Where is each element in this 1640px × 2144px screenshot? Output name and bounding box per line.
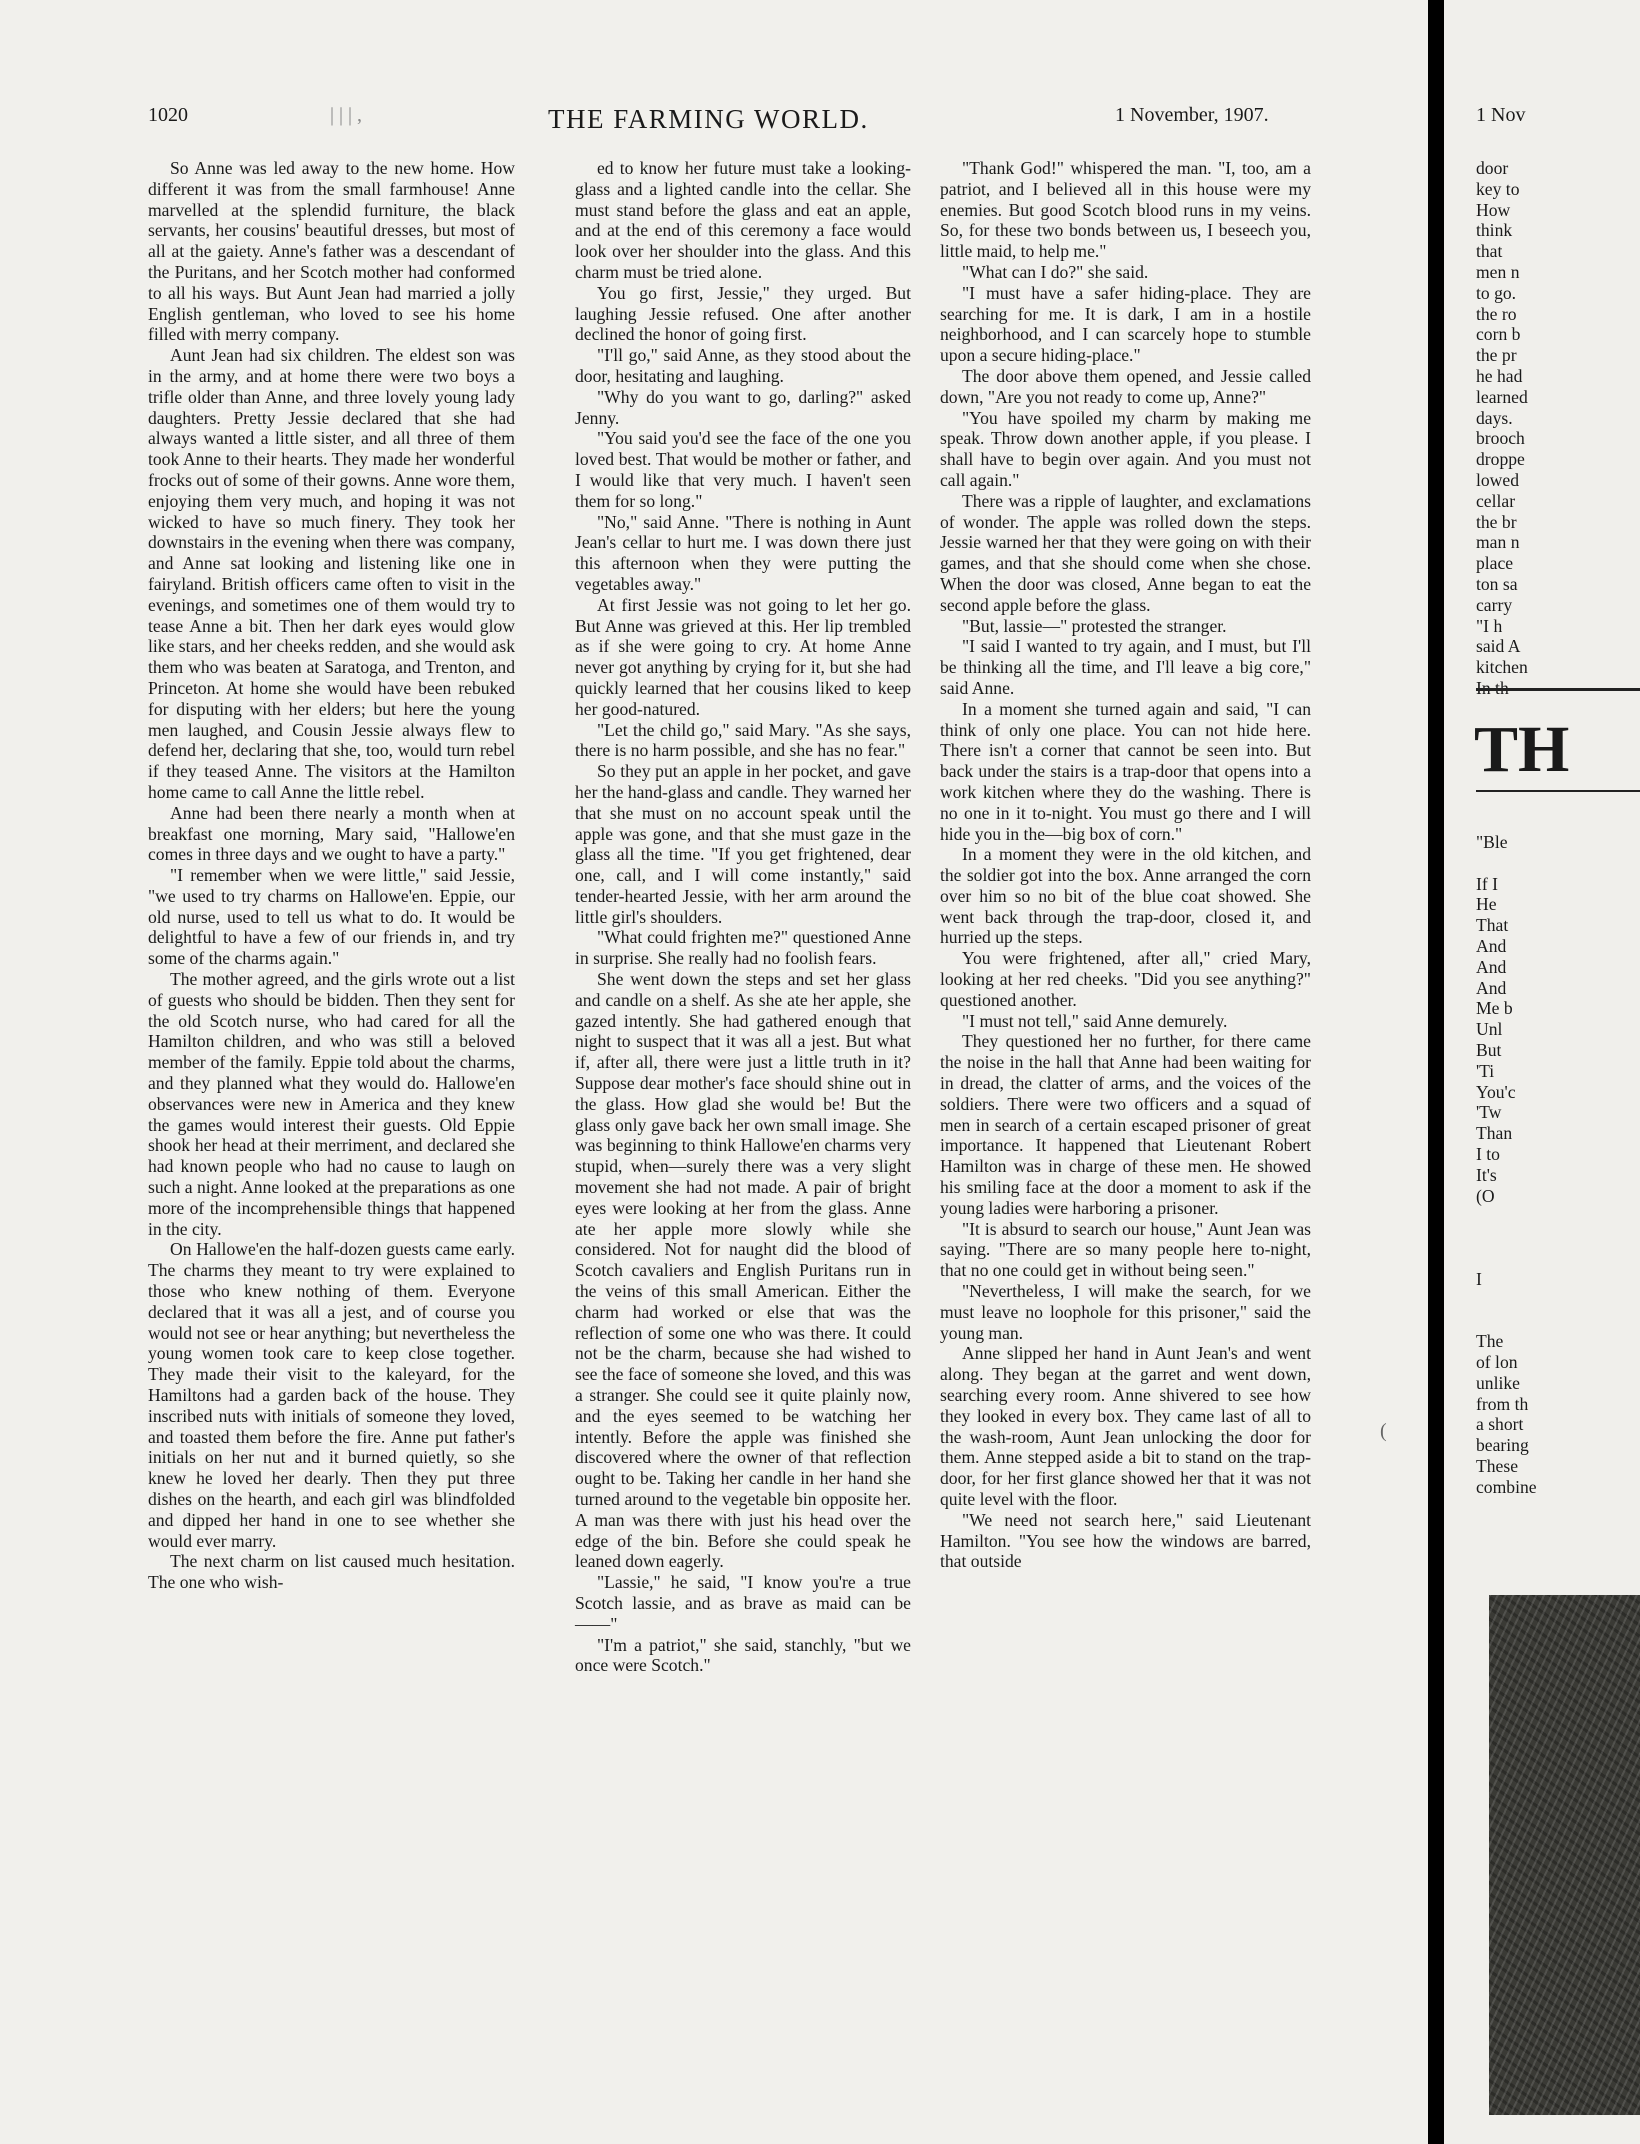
text-line: carry	[1476, 594, 1513, 615]
text-line: "I h	[1476, 615, 1503, 636]
next-page-running-head: 1 Nov	[1476, 104, 1526, 126]
next-page-fragment	[1444, 0, 1640, 2144]
paragraph: "But, lassie—" protested the stranger.	[962, 615, 1227, 636]
paragraph: On Hallowe'en the half-dozen guests came early. The charms they meant to try were explained to those who knew nothing of them. Everyone declared that it was all a jest, and of course you would not see or hear anything; but nevertheless the young women took care to keep close together. They made their visit to the kaleyard, for the Hamiltons had a garden back of the house. They inscribed nuts with initials of someone they loved, and toasted them before the fire. Anne put father's initials on her nut and it burned quietly, so she knew he loved her dearly. Then they put three dishes on the hearth, and each girl was blindfolded and dipped her hand in one to see whether she would ever marry.	[148, 1239, 515, 1551]
paragraph: The mother agreed, and the girls wrote out a list of guests who should be bidden. Then they sent for the old Scotch nurse, who had cared for all the Hamilton children, and who was still a beloved member of the family. Eppie told about the charms, and they planned what they would do. Hallowe'en observances were new in America and they knew the games would interest their guests. Old Eppie shook her head at their merriment, and declared she had known people who had no cause to laugh on such a night. Anne looked at the preparations as one more of the incomprehensible things that happened in the city.	[148, 969, 515, 1239]
paragraph: So they put an apple in her pocket, and gave her the hand-glass and candle. They warned her that she must on no account speak until the apple was gone, and that she must gaze in the glass all the time. "If you get frightened, dear one, call, and I will come instantly," said tender-hearted Jessie, with her arm around the little girl's shoulders.	[575, 761, 911, 927]
header-marks: | | | ,	[330, 104, 363, 126]
text-column-1	[148, 158, 515, 1593]
paragraph: "I'm a patriot," she said, stanchly, "but we once were Scotch."	[575, 1634, 911, 1676]
next-page-bottom-text	[1476, 832, 1537, 1498]
text-line	[1476, 1227, 1537, 1248]
text-line: the br	[1476, 511, 1517, 532]
text-line: key to	[1476, 178, 1520, 199]
text-line: that	[1476, 241, 1503, 262]
text-line: droppe	[1476, 449, 1525, 470]
text-line: men n	[1476, 261, 1520, 282]
paragraph: You were frightened, after all," cried Mary, looking at her red cheeks. "Did you see anything?" questioned another.	[940, 948, 1311, 1010]
text-line: corn b	[1476, 324, 1521, 345]
text-line: learned	[1476, 386, 1528, 407]
text-line: said A	[1476, 636, 1521, 657]
paragraph: "You have spoiled my charm by making me speak. Throw down another apple, if you please. I shall have to begin over again. And you must not call again."	[940, 407, 1311, 490]
binding-gutter	[1428, 0, 1444, 2144]
text-line: These	[1476, 1455, 1519, 1476]
paragraph: "It is absurd to search our house," Aunt Jean was saying. "There are so many people here to-night, that no one could get in without being seen."	[940, 1218, 1311, 1281]
paragraph: At first Jessie was not going to let her go. But Anne was grieved at this. Her lip trembled as if she were going to cry. At home Anne never got anything by crying for it, but she had quickly learned that her cousins liked to keep her good-natured.	[575, 594, 911, 719]
paragraph: "I remember when we were little," said Jessie, "we used to try charms on Hallowe'en. Eppie, our old nurse, used to tell us what to do. It would be delightful to have a few of our friends in, and try some of the charms again."	[148, 865, 515, 969]
issue-date: 1 November, 1907.	[1115, 104, 1269, 126]
text-line: I	[1476, 1268, 1482, 1289]
paragraph: "Let the child go," said Mary. "As she says, there is no harm possible, and she has no fear."	[575, 719, 911, 761]
paragraph: "Lassie," he said, "I know you're a true Scotch lassie, and as brave as maid can be——"	[575, 1572, 911, 1634]
text-line: (O	[1476, 1185, 1495, 1206]
text-line: the ro	[1476, 303, 1517, 324]
text-line: combine	[1476, 1476, 1537, 1497]
text-line	[1476, 1248, 1537, 1269]
paragraph: "I must have a safer hiding-place. They are searching for me. It is dark, I am in a hostile neighborhood, and I can scarcely hope to stumble upon a secure hiding-place."	[940, 282, 1311, 366]
text-line: to go.	[1476, 282, 1517, 303]
paragraph: ed to know her future must take a looking-glass and a lighted candle into the cellar. She must stand before the glass and eat an apple, and at the end of this ceremony a face would look over her shoulder into the glass. And this charm must be tried alone.	[575, 158, 911, 282]
text-line: Unl	[1476, 1019, 1503, 1040]
paragraph: They questioned her no further, for there came the noise in the hall that Anne had been waiting for in dread, the clatter of arms, and the voices of the soldiers. There were two officers and a squad of men in search of a certain escaped prisoner of great importance. It happened that Lieutenant Robert Hamilton was in charge of these men. He showed his smiling face at the door a moment to ask if the young ladies were harboring a prisoner.	[940, 1031, 1311, 1218]
text-line: If I	[1476, 873, 1498, 894]
text-line	[1476, 853, 1537, 874]
text-line: 'Tw	[1476, 1102, 1502, 1123]
text-line: cellar	[1476, 490, 1516, 511]
text-line: I to	[1476, 1143, 1500, 1164]
text-line: a short	[1476, 1414, 1524, 1435]
paragraph: She went down the steps and set her glass and candle on a shelf. As she ate her apple, she gazed intently. She had gathered enough that night to suspect that it was all a jest. But what if, after all, there were just a little truth in it? Suppose dear mother's face should shine out in the glass. How glad she would be! But the glass only gave back her own small image. She was beginning to think Hallowe'en charms very stupid, when—surely there was a very slight movement she had not made. A pair of bright eyes were looking at her from the glass. Anne ate her apple more slowly while she considered. Not for naught did the blood of Scotch cavaliers and English Puritans run in the veins of this small American. Either the charm had worked or else that was the reflection of some one who was there. It could not be the charm, because she had wished to see the face of someone she loved, and this was a stranger. She could see it quite plainly now, and the eyes seemed to be watching her intently. Before the apple was finished she discovered where the owner of that reflection ought to be. Taking her candle in her hand she turned around to the vegetable bin opposite her. A man was there with just his head over the edge of the bin. Before she could speak he leaned down eagerly.	[575, 969, 911, 1572]
text-line: That	[1476, 915, 1509, 936]
paragraph: "I'll go," said Anne, as they stood about the door, hesitating and laughing.	[575, 345, 911, 386]
page-number: 1020	[148, 104, 188, 126]
text-line: Than	[1476, 1123, 1513, 1144]
text-line: of lon	[1476, 1351, 1518, 1372]
text-line: And	[1476, 956, 1507, 977]
text-line: he had	[1476, 365, 1523, 386]
next-page-heading: TH	[1474, 713, 1570, 786]
text-line: Me b	[1476, 998, 1513, 1019]
journal-title: THE FARMING WORLD.	[548, 104, 869, 134]
text-line: unlike	[1476, 1372, 1520, 1393]
text-line	[1476, 1310, 1537, 1331]
text-line: think	[1476, 220, 1513, 241]
paragraph: Aunt Jean had six children. The eldest son was in the army, and at home there were two boys a trifle older than Anne, and three lovely young lady daughters. Pretty Jessie declared that she had always wanted a little sister, and all three of them took Anne to their hearts. They made her wonderful frocks out of some of their gowns. Anne wore them, enjoying them very much, and hoping it was not wicked to have so much finery. They took her downstairs in the evening when there was company, and Anne sat looking and listening like one in fairyland. British officers came often to visit in the evenings, and sometimes one of them would try to tease Anne a bit. Then her dark eyes would glow like stars, and her cheeks redden, and she would ask them who was beaten at Saratoga, and Trenton, and Princeton. At home she would have been rebuked for disputing with her elders; but here the young men laughed, and Cousin Jessie always flew to defend her, declaring that she, too, would turn rebel if they teased Anne. The visitors at the Hamilton home came to call Anne the little rebel.	[148, 345, 515, 802]
text-line: It's	[1476, 1164, 1497, 1185]
text-line: And	[1476, 977, 1507, 998]
text-line: man n	[1476, 532, 1520, 553]
text-line: bearing	[1476, 1435, 1529, 1456]
paragraph: You go first, Jessie," they urged. But laughing Jessie refused. One after another declined the honor of going first.	[575, 282, 911, 345]
text-line: days.	[1476, 407, 1513, 428]
paragraph: "Why do you want to go, darling?" asked Jenny.	[575, 386, 911, 428]
text-line	[1476, 1206, 1537, 1227]
heading-rule-top	[1476, 688, 1640, 691]
paragraph: In a moment she turned again and said, "I can think of only one place. You can not hide here. There isn't a corner that cannot be seen into. But back under the stairs is a trap-door that opens into a work kitchen where they do the washing. There is no one in it to-night. You must go there and I will hide you in the—big box of corn."	[940, 698, 1311, 844]
text-line: You'c	[1476, 1081, 1516, 1102]
paragraph: "You said you'd see the face of the one you loved best. That would be mother or father, and I would like that very much. I haven't seen them for so long."	[575, 428, 911, 511]
text-line: "Ble	[1476, 832, 1508, 852]
heading-rule-bottom	[1476, 790, 1640, 792]
paragraph: There was a ripple of laughter, and exclamations of wonder. The apple was rolled down the steps. Jessie warned her that they were going on with their games, and that she should come when she chose. When the door was closed, Anne began to eat the second apple before the glass.	[940, 490, 1311, 615]
paragraph: "I said I wanted to try again, and I must, but I'll be thinking all the time, and I'll leave a big core," said Anne.	[940, 636, 1311, 698]
text-line: kitchen	[1476, 657, 1528, 678]
paragraph: So Anne was led away to the new home. How different it was from the small farmhouse! Anne marvelled at the splendid furniture, the black servants, her cousins' beautiful dresses, but most of all at the gaiety. Anne's father was a descendant of the Puritans, and her Scotch mother had conformed to all his ways. But Aunt Jean had married a jolly English gentleman, who loved to see his home filled with merry company.	[148, 158, 515, 345]
paragraph: The door above them opened, and Jessie called down, "Are you not ready to come up, Anne?"	[940, 365, 1311, 407]
text-line: 'Ti	[1476, 1060, 1495, 1081]
margin-mark: (	[1380, 1420, 1387, 1442]
text-line	[1476, 1290, 1537, 1311]
text-line: And	[1476, 935, 1507, 956]
paragraph: In a moment they were in the old kitchen, and the soldier got into the box. Anne arranged the corn over him so no bit of the blue coat showed. She went back through the trap-door, closed it, and hurried up the steps.	[940, 844, 1311, 948]
paragraph: "What can I do?" she said.	[962, 261, 1149, 282]
text-line: door	[1476, 158, 1509, 178]
text-line: How	[1476, 199, 1511, 220]
text-line: lowed	[1476, 469, 1519, 490]
paragraph: "Thank God!" whispered the man. "I, too, am a patriot, and I believed all in this house were my enemies. But good Scotch blood runs in my veins. So, for these two bonds between us, I beseech you, little maid, to help me."	[940, 158, 1311, 262]
text-line: He	[1476, 894, 1497, 915]
text-line: from th	[1476, 1393, 1529, 1414]
paragraph: Anne slipped her hand in Aunt Jean's and went along. They began at the garret and went down, searching every room. Anne shivered to see how they looked in every box. They came last of all to the wash-room, Aunt Jean unlocking the door for them. Anne stepped aside a bit to stand on the trap-door, for her first glance showed her that it was not quite level with the floor.	[940, 1343, 1311, 1509]
paragraph: "I must not tell," said Anne demurely.	[962, 1010, 1228, 1031]
paragraph: "No," said Anne. "There is nothing in Aunt Jean's cellar to hurt me. I was down there just this afternoon when they were putting the vegetables away."	[575, 511, 911, 594]
paragraph: The next charm on list caused much hesitation. The one who wish-	[148, 1551, 515, 1593]
paragraph: Anne had been there nearly a month when at breakfast one morning, Mary said, "Hallowe'en comes in three days and we ought to have a party."	[148, 802, 515, 865]
text-line: brooch	[1476, 428, 1525, 449]
text-column-3	[940, 158, 1311, 1572]
halftone-photo	[1489, 1595, 1640, 2115]
next-page-top-text	[1476, 158, 1528, 699]
paragraph: "Nevertheless, I will make the search, for we must leave no loophole for this prisoner," said the young man.	[940, 1281, 1311, 1343]
paragraph: "What could frighten me?" questioned Anne in surprise. She really had no foolish fears.	[575, 927, 911, 969]
paragraph: "We need not search here," said Lieutenant Hamilton. "You see how the windows are barred, that outside	[940, 1509, 1311, 1572]
text-line: the pr	[1476, 345, 1517, 366]
text-column-2	[575, 158, 911, 1676]
text-line: place	[1476, 553, 1514, 574]
text-line: ton sa	[1476, 573, 1518, 594]
text-line: But	[1476, 1039, 1502, 1060]
text-line: The	[1476, 1331, 1504, 1352]
